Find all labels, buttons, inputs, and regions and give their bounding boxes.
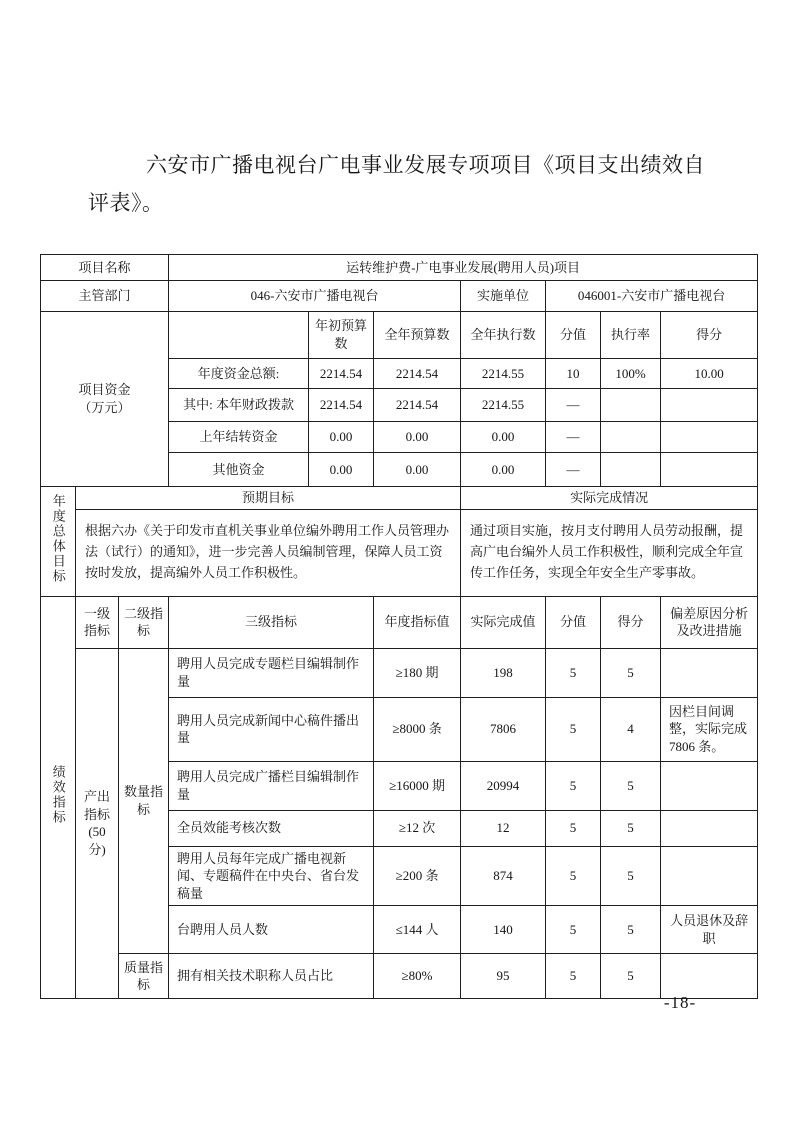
fund-exec-rate xyxy=(601,453,661,487)
indicator-header-target: 年度指标值 xyxy=(374,596,461,648)
fund-row-label: 其他资金 xyxy=(169,453,309,487)
department-label: 主管部门 xyxy=(41,281,169,312)
indicator-target: ≥180 期 xyxy=(374,648,461,697)
indicator-header-score: 得分 xyxy=(601,596,661,648)
implementing-unit-label: 实施单位 xyxy=(461,281,546,312)
indicator-header-level1: 一级指标 xyxy=(76,596,119,648)
funds-header-exec-rate: 执行率 xyxy=(601,312,661,359)
fund-exec-rate xyxy=(601,422,661,453)
indicator-deviation: 人员退休及辞职 xyxy=(661,906,758,954)
indicator-actual: 140 xyxy=(461,906,546,954)
indicator-score: 4 xyxy=(601,697,661,761)
fund-executed: 2214.55 xyxy=(461,389,546,422)
funds-header-score: 得分 xyxy=(661,312,758,359)
performance-indicator-section-label xyxy=(41,596,76,999)
table-row xyxy=(41,312,758,359)
indicator-score-value: 5 xyxy=(546,906,601,954)
fund-executed: 0.00 xyxy=(461,422,546,453)
indicator-deviation xyxy=(661,761,758,810)
fund-exec-rate: 100% xyxy=(601,359,661,389)
implementing-unit-value: 046001-六安市广播电视台 xyxy=(546,281,758,312)
funds-header-score-value: 分值 xyxy=(546,312,601,359)
fund-initial-budget: 0.00 xyxy=(309,422,374,453)
fund-score-value: 10 xyxy=(546,359,601,389)
fund-row-label: 其中: 本年财政拨款 xyxy=(169,389,309,422)
fund-score xyxy=(661,453,758,487)
table-row xyxy=(41,596,758,648)
fund-initial-budget: 2214.54 xyxy=(309,389,374,422)
indicator-score-value: 5 xyxy=(546,954,601,999)
fund-score xyxy=(661,422,758,453)
project-name-label: 项目名称 xyxy=(41,255,169,281)
indicator-header-level3: 三级指标 xyxy=(169,596,374,648)
fund-score-value: — xyxy=(546,389,601,422)
funds-label-line2: （万元） xyxy=(78,400,131,415)
indicator-name: 聘用人员完成专题栏目编辑制作量 xyxy=(169,648,374,697)
indicator-header-deviation: 偏差原因分析及改进措施 xyxy=(661,596,758,648)
indicator-score-value: 5 xyxy=(546,846,601,906)
indicator-name: 全员效能考核次数 xyxy=(169,810,374,846)
fund-row-label: 年度资金总额: xyxy=(169,359,309,389)
indicator-name: 聘用人员完成新闻中心稿件播出量 xyxy=(169,697,374,761)
fund-initial-budget: 2214.54 xyxy=(309,359,374,389)
level2-quantity-indicator-label: 数量指标 xyxy=(119,648,169,954)
indicator-target: ≤144 人 xyxy=(374,906,461,954)
expected-goal-header: 预期目标 xyxy=(76,487,461,510)
fund-score: 10.00 xyxy=(661,359,758,389)
project-name-value: 运转维护费-广电事业发展(聘用人员)项目 xyxy=(169,255,758,281)
indicator-header-level2: 二级指标 xyxy=(119,596,169,648)
indicator-actual: 7806 xyxy=(461,697,546,761)
annual-goal-vertical-text: 年度总体目标 xyxy=(50,494,66,584)
indicator-score: 5 xyxy=(601,846,661,906)
indicator-actual: 20994 xyxy=(461,761,546,810)
fund-score-value: — xyxy=(546,422,601,453)
indicator-name: 聘用人员完成广播栏目编辑制作量 xyxy=(169,761,374,810)
indicator-target: ≥16000 期 xyxy=(374,761,461,810)
performance-indicator-vertical-text: 绩效指标 xyxy=(50,765,66,826)
indicator-header-score-value: 分值 xyxy=(546,596,601,648)
indicator-name: 台聘用人员人数 xyxy=(169,906,374,954)
indicator-row xyxy=(41,648,758,697)
funds-header-executed: 全年执行数 xyxy=(461,312,546,359)
fund-executed: 2214.55 xyxy=(461,359,546,389)
annual-goal-section-label xyxy=(41,487,76,597)
department-value: 046-六安市广播电视台 xyxy=(169,281,461,312)
table-row xyxy=(41,487,758,510)
indicator-actual: 198 xyxy=(461,648,546,697)
fund-initial-budget: 0.00 xyxy=(309,453,374,487)
indicator-target: ≥200 条 xyxy=(374,846,461,906)
fund-annual-budget: 2214.54 xyxy=(374,389,461,422)
funds-header-annual-budget: 全年预算数 xyxy=(374,312,461,359)
indicator-score: 5 xyxy=(601,906,661,954)
indicator-score-value: 5 xyxy=(546,697,601,761)
indicator-deviation: 因栏目间调整，实际完成 7806 条。 xyxy=(661,697,758,761)
indicator-score-value: 5 xyxy=(546,810,601,846)
level2-quality-indicator-label: 质量指标 xyxy=(119,954,169,999)
indicator-score-value: 5 xyxy=(546,761,601,810)
actual-completion-text: 通过项目实施，按月支付聘用人员劳动报酬，提高广电台编外人员工作积极性，顺利完成全年宣传工作任务，实现全年安全生产零事故。 xyxy=(461,509,758,596)
fund-score xyxy=(661,389,758,422)
page-number: -18- xyxy=(663,993,697,1012)
indicator-header-actual: 实际完成值 xyxy=(461,596,546,648)
funds-section-label xyxy=(41,312,169,487)
indicator-actual: 12 xyxy=(461,810,546,846)
indicator-target: ≥80% xyxy=(374,954,461,999)
table-row xyxy=(41,281,758,312)
indicator-target: ≥12 次 xyxy=(374,810,461,846)
indicator-deviation xyxy=(661,846,758,906)
fund-score-value: — xyxy=(546,453,601,487)
indicator-score: 5 xyxy=(601,648,661,697)
indicator-score-value: 5 xyxy=(546,648,601,697)
table-row xyxy=(41,509,758,596)
performance-evaluation-table xyxy=(40,254,758,999)
fund-annual-budget: 2214.54 xyxy=(374,359,461,389)
fund-annual-budget: 0.00 xyxy=(374,453,461,487)
indicator-deviation xyxy=(661,954,758,999)
funds-label-line1: 项目资金 xyxy=(78,382,131,398)
expected-goal-text: 根据六办《关于印发市直机关事业单位编外聘用工作人员管理办法（试行）的通知》，进一步完善人员编制管理，保障人员工资按时发放，提高编外人员工作积极性。 xyxy=(76,509,461,596)
indicator-name: 拥有相关技术职称人员占比 xyxy=(169,954,374,999)
indicator-score: 5 xyxy=(601,761,661,810)
fund-executed: 0.00 xyxy=(461,453,546,487)
indicator-score: 5 xyxy=(601,810,661,846)
indicator-deviation xyxy=(661,810,758,846)
indicator-row xyxy=(41,954,758,999)
indicator-name: 聘用人员每年完成广播电视新闻、专题稿件在中央台、省台发稿量 xyxy=(169,846,374,906)
document-title: 六安市广播电视台广电事业发展专项项目《项目支出绩效自评表》。 xyxy=(88,153,705,215)
table-row xyxy=(41,255,758,281)
fund-exec-rate xyxy=(601,389,661,422)
funds-header-blank-cell xyxy=(169,312,309,359)
fund-row-label: 上年结转资金 xyxy=(169,422,309,453)
indicator-score: 5 xyxy=(601,954,661,999)
indicator-deviation xyxy=(661,648,758,697)
indicator-actual: 95 xyxy=(461,954,546,999)
indicator-target: ≥8000 条 xyxy=(374,697,461,761)
funds-header-initial-budget: 年初预算数 xyxy=(309,312,374,359)
indicator-actual: 874 xyxy=(461,846,546,906)
level1-output-indicator-label: 产出指标(50分) xyxy=(76,648,119,999)
actual-completion-header: 实际完成情况 xyxy=(461,487,758,510)
fund-annual-budget: 0.00 xyxy=(374,422,461,453)
